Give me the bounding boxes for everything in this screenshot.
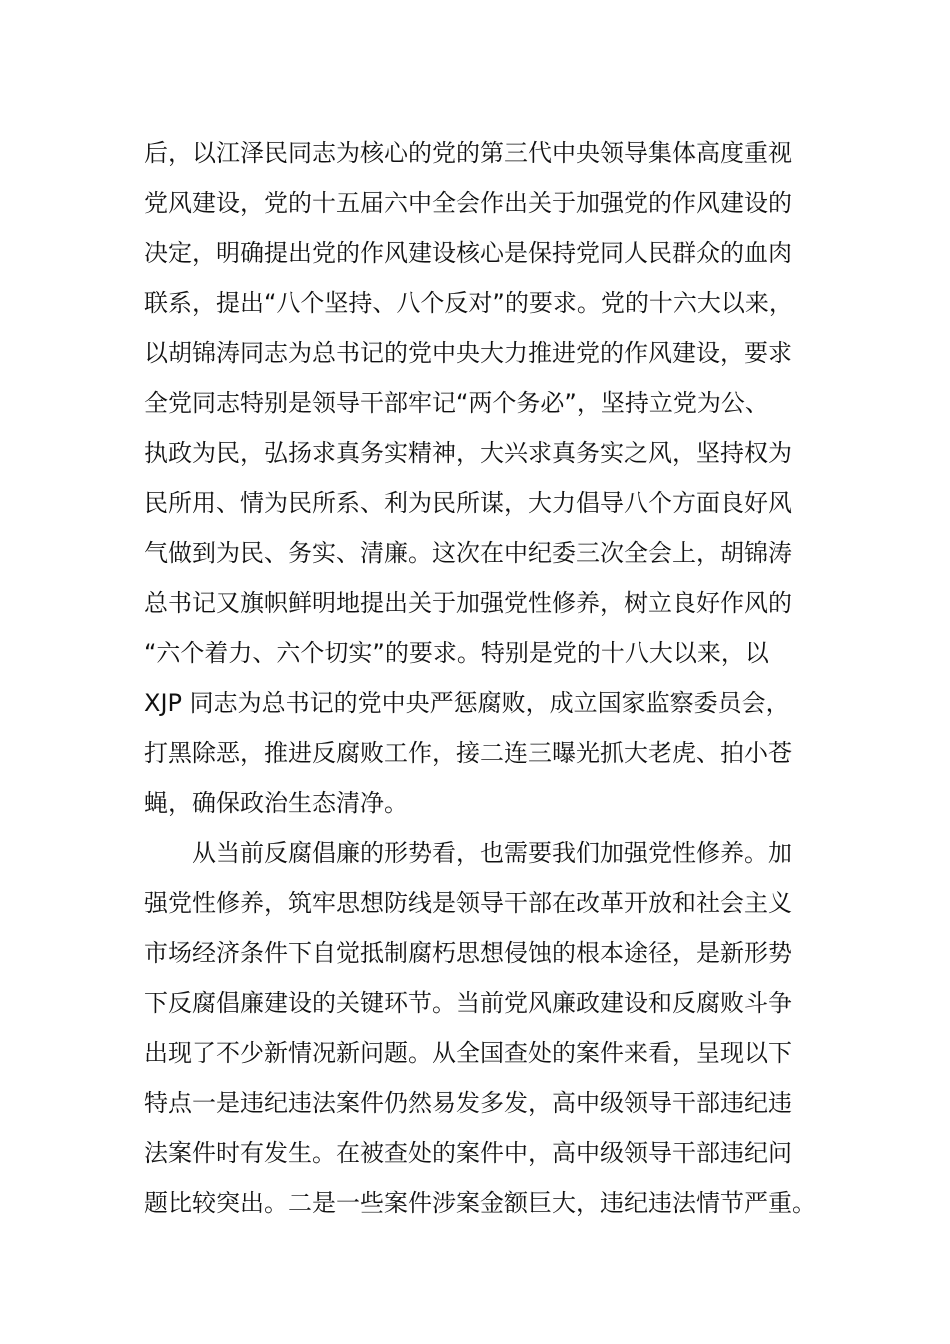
text-line: 特点一是违纪违法案件仍然易发多发，高中级领导干部违纪违 xyxy=(144,1089,792,1117)
text-line: 联系，提出“八个坚持、八个反对”的要求。党的十六大以来， xyxy=(144,289,793,317)
text-line: 执政为民，弘扬求真务实精神，大兴求真务实之风，坚持权为 xyxy=(144,439,792,467)
text-line: 全党同志特别是领导干部牢记“两个务必”，坚持立党为公、 xyxy=(144,389,769,417)
text-line: 打黑除恶，推进反腐败工作，接二连三曝光抓大老虎、拍小苍 xyxy=(144,739,792,767)
text-line: 后，以江泽民同志为核心的党的第三代中央领导集体高度重视 xyxy=(144,139,792,167)
paragraph-1 xyxy=(144,128,814,828)
text-line: 下反腐倡廉建设的关键环节。当前党风廉政建设和反腐败斗争 xyxy=(144,989,792,1017)
text-line: 法案件时有发生。在被查处的案件中，高中级领导干部违纪问 xyxy=(144,1139,792,1167)
body-text xyxy=(144,128,814,1228)
text-line: “六个着力、六个切实”的要求。特别是党的十八大以来，以 xyxy=(144,639,769,667)
text-line: 民所用、情为民所系、利为民所谋，大力倡导八个方面良好风 xyxy=(144,489,792,517)
text-line: 市场经济条件下自觉抵制腐朽思想侵蚀的根本途径，是新形势 xyxy=(144,939,792,967)
text-line: 气做到为民、务实、清廉。这次在中纪委三次全会上，胡锦涛 xyxy=(144,539,792,567)
text-line: XJP 同志为总书记的党中央严惩腐败，成立国家监察委员会， xyxy=(144,689,790,717)
text-line: 决定，明确提出党的作风建设核心是保持党同人民群众的血肉 xyxy=(144,239,792,267)
text-line: 蝇，确保政治生态清净。 xyxy=(144,789,408,817)
text-line: 党风建设，党的十五届六中全会作出关于加强党的作风建设的 xyxy=(144,189,792,217)
text-line: 题比较突出。二是一些案件涉案金额巨大，违纪违法情节严重。 xyxy=(144,1189,816,1217)
text-line: 以胡锦涛同志为总书记的党中央大力推进党的作风建设，要求 xyxy=(144,339,792,367)
paragraph-2 xyxy=(144,828,814,1228)
text-line: 强党性修养，筑牢思想防线是领导干部在改革开放和社会主义 xyxy=(144,889,792,917)
text-line: 出现了不少新情况新问题。从全国查处的案件来看，呈现以下 xyxy=(144,1039,792,1067)
text-line-indented: 从当前反腐倡廉的形势看，也需要我们加强党性修养。加 xyxy=(192,839,792,867)
text-line: 总书记又旗帜鲜明地提出关于加强党性修养，树立良好作风的 xyxy=(144,589,792,617)
